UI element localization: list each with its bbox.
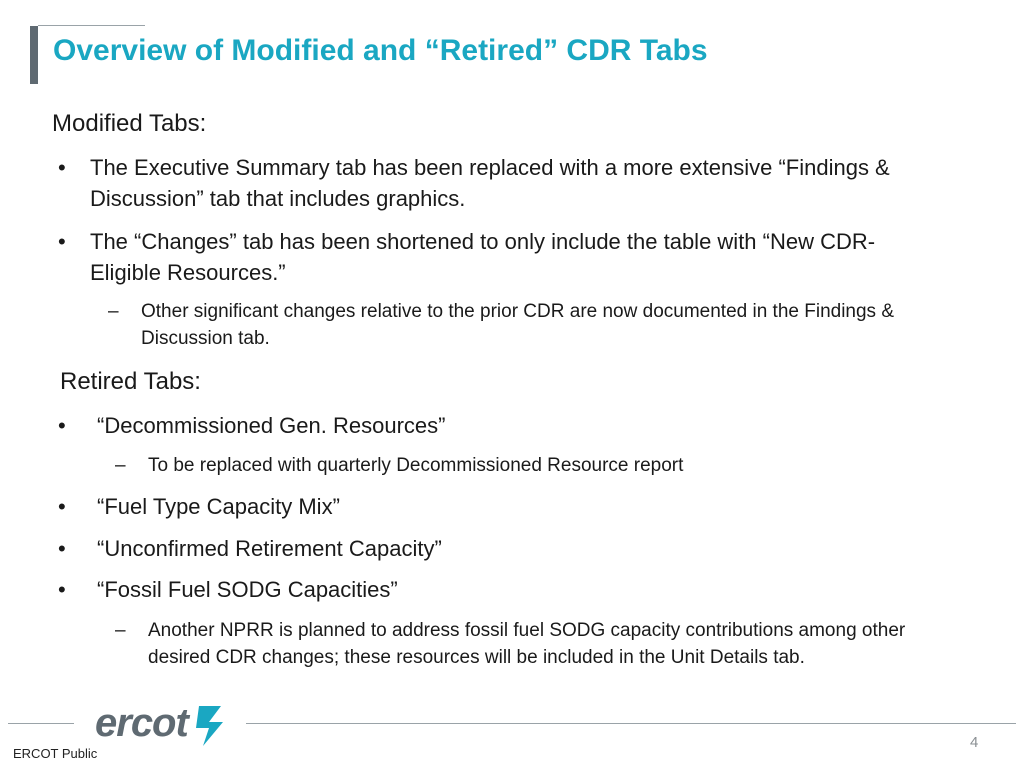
bullet-marker: • [58, 494, 66, 519]
lightning-bolt-icon [196, 706, 223, 746]
bullet-text: The “Changes” tab has been shortened to only include the table with “New CDR-Eligible Resources.” [90, 229, 876, 285]
bullet-text: “Fossil Fuel SODG Capacities” [97, 577, 398, 602]
bullet-marker: • [58, 577, 66, 602]
modified-tabs-heading: Modified Tabs: [52, 110, 207, 137]
sub-item-text: Other significant changes relative to the prior CDR are now documented in the Findings & Discussion tab. [141, 301, 895, 349]
ercot-logo [95, 700, 230, 750]
bullet-marker: • [58, 413, 66, 438]
bullet-marker: • [58, 229, 66, 254]
footer-rule-left [8, 723, 74, 724]
classification-label: ERCOT Public [13, 746, 98, 761]
dash-marker: – [108, 301, 119, 322]
page-number: 4 [970, 734, 979, 751]
sub-item-text: Another NPRR is planned to address fossil fuel SODG capacity contributions among other desired CDR changes; these resources will be included in the Unit Details tab. [148, 620, 906, 668]
bullet-text: “Decommissioned Gen. Resources” [97, 413, 446, 438]
logo-wordmark: ercot [95, 701, 188, 745]
dash-marker: – [115, 620, 126, 641]
sub-item-text: To be replaced with quarterly Decommissioned Resource report [148, 455, 684, 476]
bullet-marker: • [58, 536, 66, 561]
bullet-text: The Executive Summary tab has been replaced with a more extensive “Findings & Discussion” tab that includes graphics. [90, 155, 890, 211]
bullet-text: “Fuel Type Capacity Mix” [97, 494, 340, 519]
title-accent-bar [30, 26, 38, 84]
retired-tabs-heading: Retired Tabs: [60, 368, 201, 395]
bullet-text: “Unconfirmed Retirement Capacity” [97, 536, 442, 561]
footer-rule-right [246, 723, 1016, 724]
bullet-marker: • [58, 155, 66, 180]
dash-marker: – [115, 455, 126, 476]
slide-title: Overview of Modified and “Retired” CDR Tabs [53, 34, 708, 67]
title-top-rule [38, 25, 145, 26]
